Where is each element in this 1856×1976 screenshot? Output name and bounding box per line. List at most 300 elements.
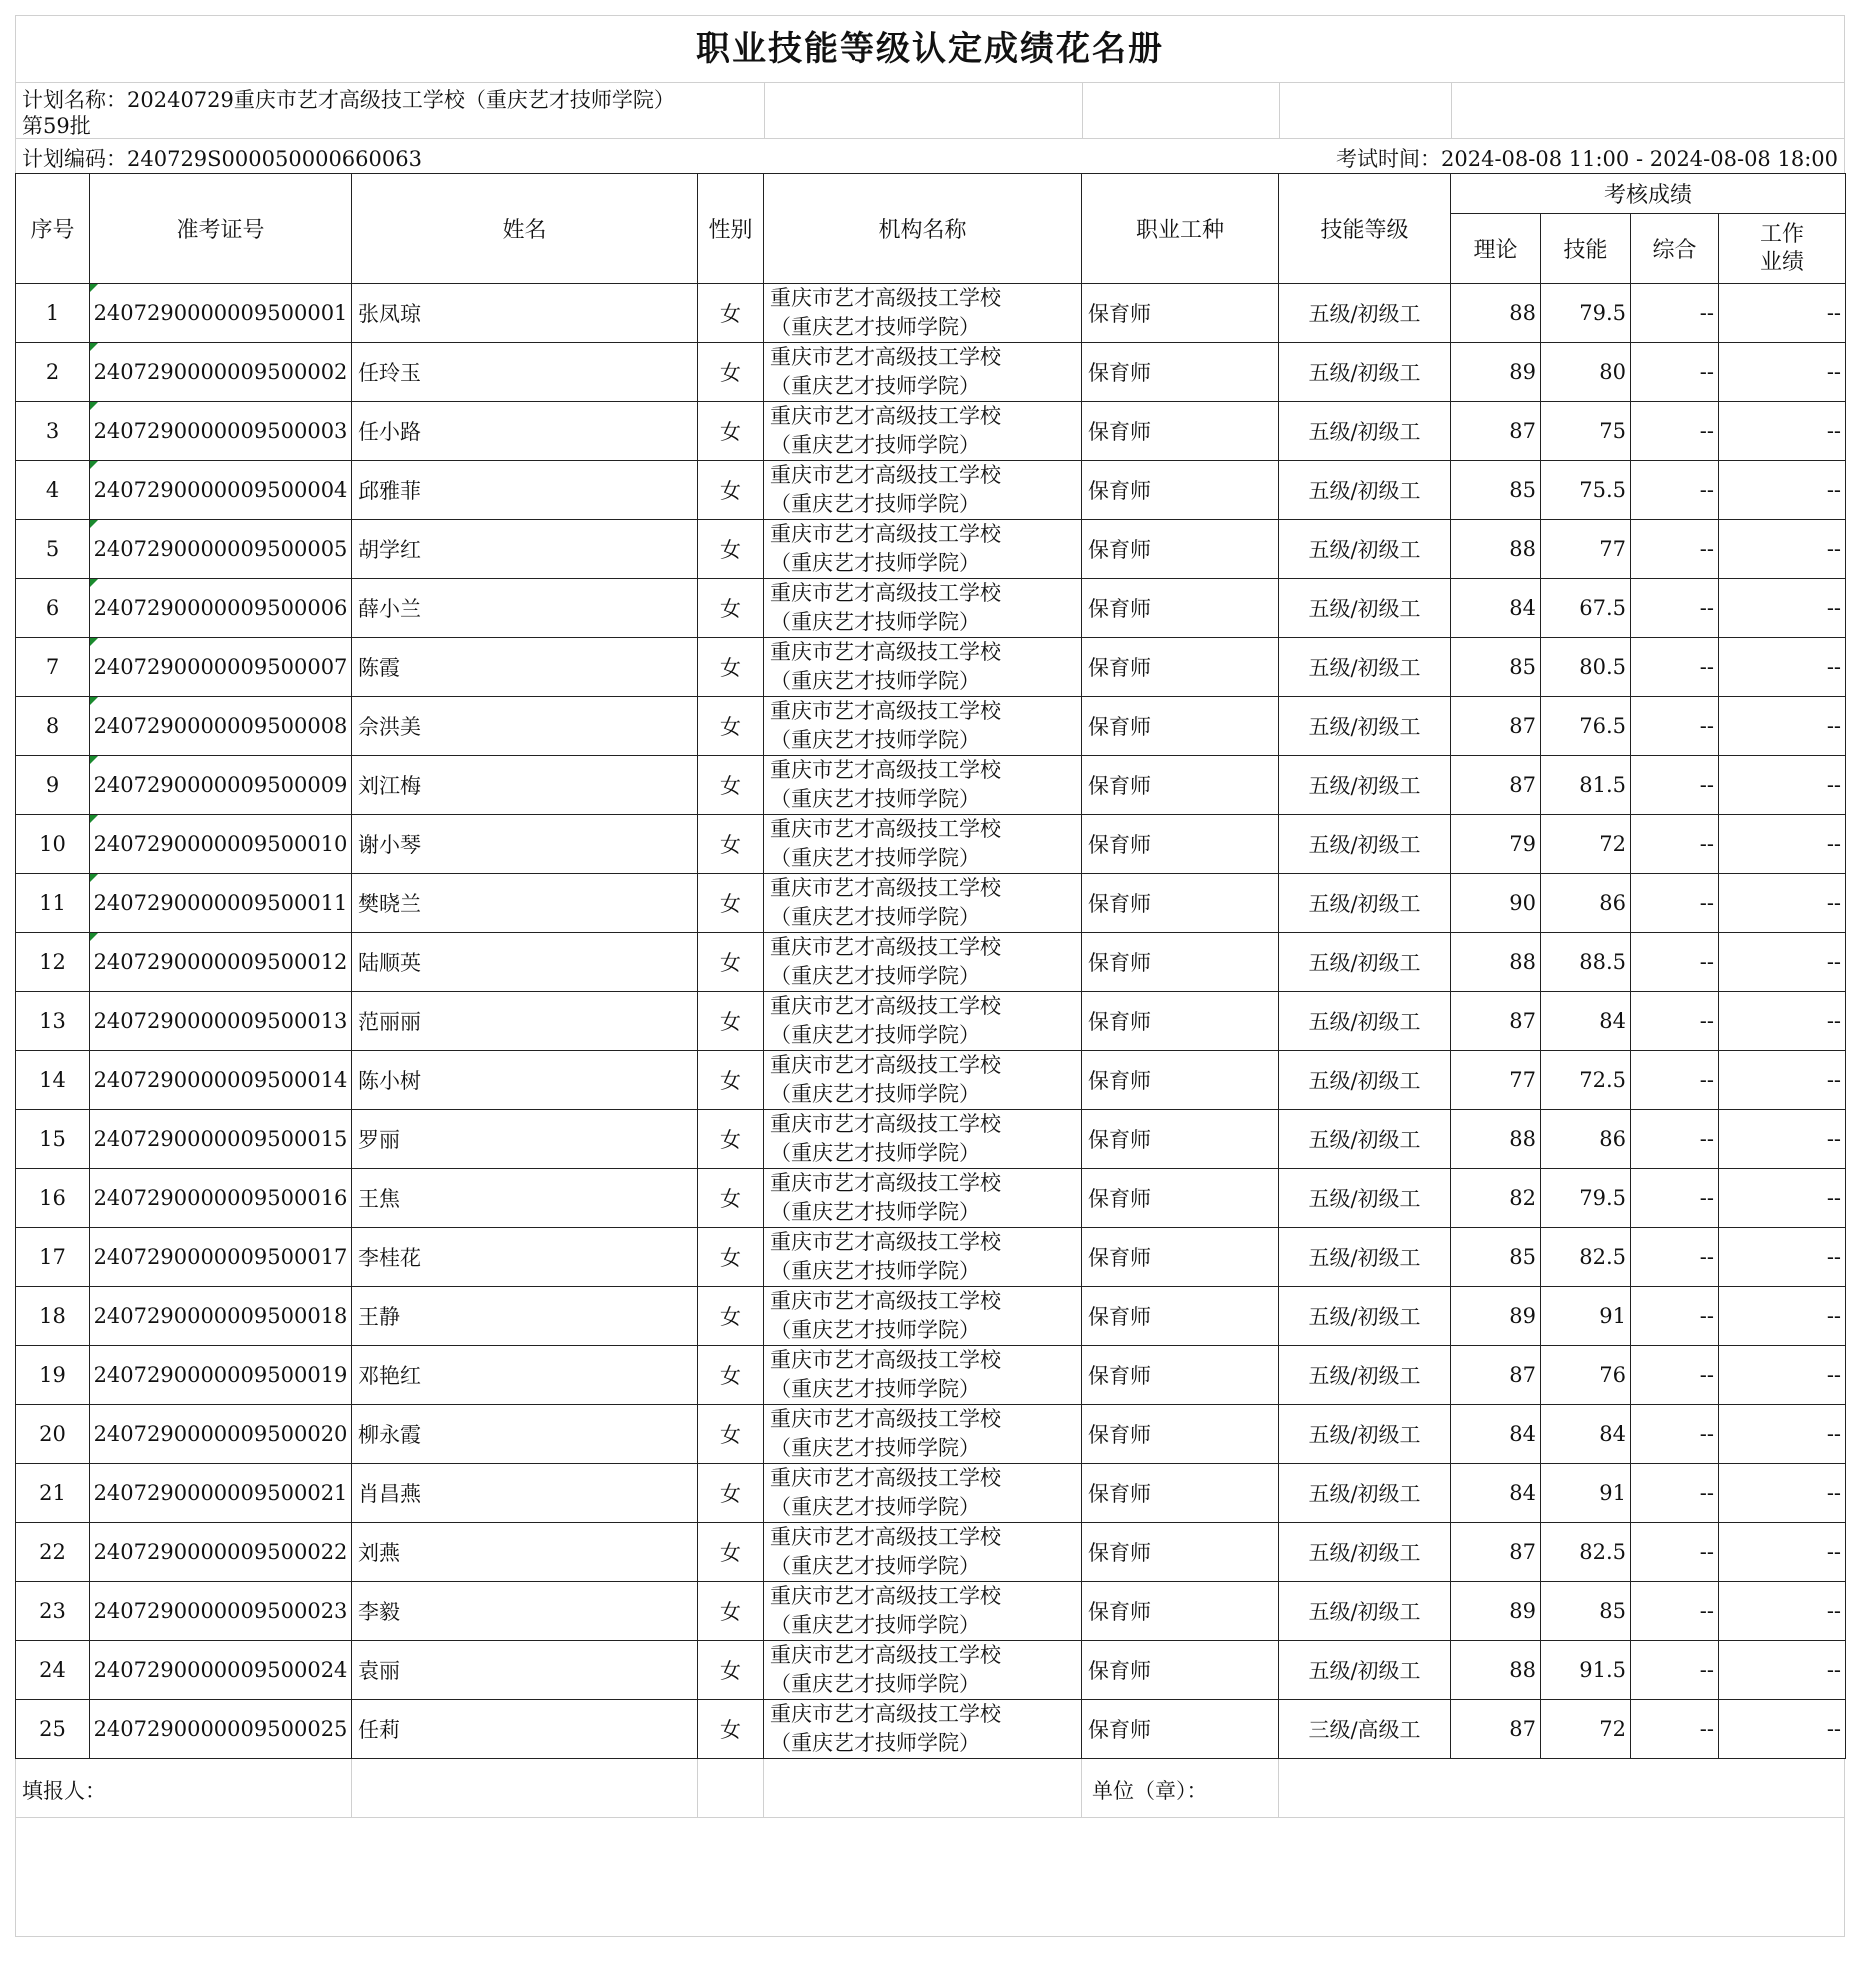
cell-sex: 女 [698, 756, 764, 815]
cell-level: 五级/初级工 [1279, 1287, 1451, 1346]
ticket-number: 2407290000009500020 [93, 1422, 348, 1446]
cell-sex: 女 [698, 1464, 764, 1523]
cell-org [764, 815, 1082, 874]
cell-theory: 84 [1451, 579, 1541, 638]
cell-seq: 23 [16, 1582, 90, 1641]
info-cell [1082, 83, 1280, 138]
cell-sex: 女 [698, 1405, 764, 1464]
ticket-number: 2407290000009500009 [93, 773, 348, 797]
cell-skill: 77 [1541, 520, 1631, 579]
cell-name: 刘江梅 [352, 756, 698, 815]
cell-level: 五级/初级工 [1279, 402, 1451, 461]
ticket-number: 2407290000009500007 [93, 655, 348, 679]
org-line1: 重庆市艺才高级技工学校 [770, 286, 1001, 310]
cell-skill: 82.5 [1541, 1228, 1631, 1287]
header-skill: 技能 [1541, 214, 1631, 284]
cell-seq: 5 [16, 520, 90, 579]
cell-job: 保育师 [1082, 933, 1279, 992]
table-row [16, 1169, 1846, 1228]
cell-ticket [90, 1287, 352, 1346]
cell-theory: 88 [1451, 1110, 1541, 1169]
cell-theory: 89 [1451, 1582, 1541, 1641]
cell-ticket [90, 1641, 352, 1700]
cell-theory: 88 [1451, 520, 1541, 579]
cell-comprehensive: -- [1631, 815, 1719, 874]
cell-skill: 76 [1541, 1346, 1631, 1405]
cell-level: 五级/初级工 [1279, 933, 1451, 992]
cell-level: 五级/初级工 [1279, 343, 1451, 402]
cell-job: 保育师 [1082, 815, 1279, 874]
table-row [16, 697, 1846, 756]
cell-comprehensive: -- [1631, 756, 1719, 815]
table-row [16, 1405, 1846, 1464]
cell-name: 张凤琼 [352, 284, 698, 343]
cell-job: 保育师 [1082, 520, 1279, 579]
cell-work: -- [1719, 579, 1846, 638]
cell-skill: 88.5 [1541, 933, 1631, 992]
cell-level: 五级/初级工 [1279, 461, 1451, 520]
cell-skill: 81.5 [1541, 756, 1631, 815]
cell-org [764, 1228, 1082, 1287]
cell-name: 邱雅菲 [352, 461, 698, 520]
org-line2: （重庆艺才技师学院） [770, 1259, 980, 1283]
cell-theory: 82 [1451, 1169, 1541, 1228]
cell-job: 保育师 [1082, 1464, 1279, 1523]
cell-skill: 79.5 [1541, 1169, 1631, 1228]
cell-seq: 14 [16, 1051, 90, 1110]
cell-level: 五级/初级工 [1279, 874, 1451, 933]
cell-skill: 75 [1541, 402, 1631, 461]
cell-comprehensive: -- [1631, 1405, 1719, 1464]
cell-comprehensive: -- [1631, 1110, 1719, 1169]
cell-name: 胡学红 [352, 520, 698, 579]
cell-ticket [90, 402, 352, 461]
cell-work: -- [1719, 1169, 1846, 1228]
cell-name: 陈霞 [352, 638, 698, 697]
cell-level: 五级/初级工 [1279, 1110, 1451, 1169]
cell-seq: 20 [16, 1405, 90, 1464]
table-row [16, 1641, 1846, 1700]
cell-work: -- [1719, 1346, 1846, 1405]
cell-org [764, 1051, 1082, 1110]
cell-level: 五级/初级工 [1279, 815, 1451, 874]
cell-work: -- [1719, 1228, 1846, 1287]
cell-level: 五级/初级工 [1279, 1405, 1451, 1464]
comment-flag-icon [90, 461, 98, 469]
filler-label: 填报人： [22, 1779, 106, 1803]
cell-name: 薛小兰 [352, 579, 698, 638]
cell-sex: 女 [698, 520, 764, 579]
org-line1: 重庆市艺才高级技工学校 [770, 758, 1001, 782]
cell-sex: 女 [698, 1523, 764, 1582]
cell-theory: 87 [1451, 697, 1541, 756]
cell-level: 五级/初级工 [1279, 697, 1451, 756]
cell-sex: 女 [698, 1582, 764, 1641]
cell-job: 保育师 [1082, 1523, 1279, 1582]
org-line1: 重庆市艺才高级技工学校 [770, 699, 1001, 723]
cell-level: 三级/高级工 [1279, 1700, 1451, 1759]
cell-theory: 90 [1451, 874, 1541, 933]
cell-org [764, 520, 1082, 579]
cell-skill: 84 [1541, 992, 1631, 1051]
org-line2: （重庆艺才技师学院） [770, 492, 980, 516]
table-row [16, 638, 1846, 697]
cell-ticket [90, 1523, 352, 1582]
ticket-number: 2407290000009500011 [93, 891, 348, 915]
org-line1: 重庆市艺才高级技工学校 [770, 994, 1001, 1018]
footer-cell [351, 1759, 698, 1817]
cell-job: 保育师 [1082, 992, 1279, 1051]
cell-skill: 72 [1541, 1700, 1631, 1759]
cell-comprehensive: -- [1631, 402, 1719, 461]
cell-sex: 女 [698, 1287, 764, 1346]
cell-comprehensive: -- [1631, 284, 1719, 343]
cell-job: 保育师 [1082, 697, 1279, 756]
ticket-number: 2407290000009500022 [93, 1540, 348, 1564]
org-line2: （重庆艺才技师学院） [770, 315, 980, 339]
cell-comprehensive: -- [1631, 1464, 1719, 1523]
spreadsheet [15, 15, 1845, 1937]
cell-work: -- [1719, 1287, 1846, 1346]
cell-org [764, 1110, 1082, 1169]
cell-level: 五级/初级工 [1279, 1169, 1451, 1228]
cell-comprehensive: -- [1631, 1523, 1719, 1582]
cell-ticket [90, 343, 352, 402]
org-line2: （重庆艺才技师学院） [770, 1613, 980, 1637]
cell-ticket [90, 1464, 352, 1523]
cell-skill: 91.5 [1541, 1641, 1631, 1700]
ticket-number: 2407290000009500013 [93, 1009, 348, 1033]
cell-ticket [90, 1346, 352, 1405]
cell-skill: 80 [1541, 343, 1631, 402]
cell-seq: 11 [16, 874, 90, 933]
cell-sex: 女 [698, 815, 764, 874]
table-row [16, 1523, 1846, 1582]
cell-theory: 84 [1451, 1405, 1541, 1464]
plan-code: 计划编码：240729S000050000660063 [22, 147, 422, 171]
cell-ticket [90, 284, 352, 343]
org-line1: 重庆市艺才高级技工学校 [770, 876, 1001, 900]
org-line1: 重庆市艺才高级技工学校 [770, 404, 1001, 428]
cell-seq: 3 [16, 402, 90, 461]
table-row [16, 1700, 1846, 1759]
cell-seq: 12 [16, 933, 90, 992]
comment-flag-icon [90, 402, 98, 410]
org-line1: 重庆市艺才高级技工学校 [770, 1407, 1001, 1431]
cell-level: 五级/初级工 [1279, 1051, 1451, 1110]
cell-name: 任玲玉 [352, 343, 698, 402]
ticket-number: 2407290000009500025 [93, 1717, 348, 1741]
cell-org [764, 343, 1082, 402]
footer-cell [697, 1759, 764, 1817]
table-row [16, 1346, 1846, 1405]
cell-sex: 女 [698, 1110, 764, 1169]
cell-org [764, 1169, 1082, 1228]
table-row [16, 756, 1846, 815]
cell-name: 李毅 [352, 1582, 698, 1641]
cell-job: 保育师 [1082, 1110, 1279, 1169]
cell-org [764, 1346, 1082, 1405]
table-row [16, 1051, 1846, 1110]
cell-job: 保育师 [1082, 343, 1279, 402]
cell-ticket [90, 1700, 352, 1759]
cell-skill: 67.5 [1541, 579, 1631, 638]
org-line1: 重庆市艺才高级技工学校 [770, 1289, 1001, 1313]
org-line2: （重庆艺才技师学院） [770, 1672, 980, 1696]
cell-skill: 82.5 [1541, 1523, 1631, 1582]
cell-theory: 88 [1451, 284, 1541, 343]
org-line2: （重庆艺才技师学院） [770, 1731, 980, 1755]
cell-comprehensive: -- [1631, 1287, 1719, 1346]
org-line1: 重庆市艺才高级技工学校 [770, 1584, 1001, 1608]
cell-name: 陈小树 [352, 1051, 698, 1110]
table-row [16, 1287, 1846, 1346]
cell-work: -- [1719, 1464, 1846, 1523]
cell-work: -- [1719, 638, 1846, 697]
score-table [15, 173, 1846, 1759]
cell-sex: 女 [698, 992, 764, 1051]
org-line2: （重庆艺才技师学院） [770, 728, 980, 752]
cell-org [764, 933, 1082, 992]
cell-name: 柳永霞 [352, 1405, 698, 1464]
ticket-number: 2407290000009500014 [93, 1068, 348, 1092]
cell-theory: 85 [1451, 638, 1541, 697]
ticket-number: 2407290000009500002 [93, 360, 348, 384]
header-name: 姓名 [352, 174, 698, 284]
cell-ticket [90, 579, 352, 638]
cell-seq: 16 [16, 1169, 90, 1228]
ticket-number: 2407290000009500018 [93, 1304, 348, 1328]
cell-name: 罗丽 [352, 1110, 698, 1169]
org-line2: （重庆艺才技师学院） [770, 787, 980, 811]
exam-time: 考试时间：2024-08-08 11:00 - 2024-08-08 18:00 [1336, 147, 1838, 171]
cell-comprehensive: -- [1631, 1641, 1719, 1700]
cell-theory: 87 [1451, 1346, 1541, 1405]
cell-work: -- [1719, 1405, 1846, 1464]
cell-comprehensive: -- [1631, 1700, 1719, 1759]
header-theory: 理论 [1451, 214, 1541, 284]
ticket-number: 2407290000009500010 [93, 832, 348, 856]
comment-flag-icon [90, 697, 98, 705]
cell-comprehensive: -- [1631, 1051, 1719, 1110]
table-row [16, 933, 1846, 992]
cell-work: -- [1719, 402, 1846, 461]
org-line2: （重庆艺才技师学院） [770, 433, 980, 457]
header-ticket: 准考证号 [90, 174, 352, 284]
cell-ticket [90, 756, 352, 815]
cell-work: -- [1719, 461, 1846, 520]
cell-org [764, 874, 1082, 933]
cell-seq: 21 [16, 1464, 90, 1523]
org-line2: （重庆艺才技师学院） [770, 669, 980, 693]
header-org: 机构名称 [764, 174, 1082, 284]
cell-sex: 女 [698, 1169, 764, 1228]
cell-comprehensive: -- [1631, 343, 1719, 402]
cell-theory: 79 [1451, 815, 1541, 874]
cell-job: 保育师 [1082, 402, 1279, 461]
cell-seq: 8 [16, 697, 90, 756]
cell-level: 五级/初级工 [1279, 1641, 1451, 1700]
cell-comprehensive: -- [1631, 579, 1719, 638]
cell-org [764, 461, 1082, 520]
info-cell [1279, 83, 1452, 138]
cell-work: -- [1719, 1110, 1846, 1169]
cell-comprehensive: -- [1631, 1346, 1719, 1405]
cell-skill: 86 [1541, 1110, 1631, 1169]
cell-job: 保育师 [1082, 1287, 1279, 1346]
cell-comprehensive: -- [1631, 933, 1719, 992]
header-work-line2: 业绩 [1760, 249, 1805, 275]
org-line1: 重庆市艺才高级技工学校 [770, 1525, 1001, 1549]
cell-ticket [90, 1228, 352, 1287]
cell-level: 五级/初级工 [1279, 1464, 1451, 1523]
ticket-number: 2407290000009500004 [93, 478, 348, 502]
cell-comprehensive: -- [1631, 1582, 1719, 1641]
cell-theory: 89 [1451, 343, 1541, 402]
info-cell [16, 83, 765, 138]
cell-org [764, 992, 1082, 1051]
cell-work: -- [1719, 1641, 1846, 1700]
cell-sex: 女 [698, 933, 764, 992]
cell-ticket [90, 461, 352, 520]
ticket-number: 2407290000009500021 [93, 1481, 348, 1505]
cell-ticket [90, 992, 352, 1051]
cell-name: 任小路 [352, 402, 698, 461]
cell-seq: 17 [16, 1228, 90, 1287]
cell-seq: 4 [16, 461, 90, 520]
cell-org [764, 697, 1082, 756]
ticket-number: 2407290000009500001 [93, 301, 348, 325]
cell-skill: 84 [1541, 1405, 1631, 1464]
cell-sex: 女 [698, 402, 764, 461]
cell-work: -- [1719, 284, 1846, 343]
cell-job: 保育师 [1082, 638, 1279, 697]
comment-flag-icon [90, 343, 98, 351]
cell-ticket [90, 1582, 352, 1641]
cell-theory: 84 [1451, 1464, 1541, 1523]
cell-comprehensive: -- [1631, 874, 1719, 933]
org-line1: 重庆市艺才高级技工学校 [770, 1348, 1001, 1372]
ticket-number: 2407290000009500024 [93, 1658, 348, 1682]
cell-theory: 87 [1451, 756, 1541, 815]
cell-seq: 19 [16, 1346, 90, 1405]
table-row [16, 992, 1846, 1051]
cell-name: 陆顺英 [352, 933, 698, 992]
org-line1: 重庆市艺才高级技工学校 [770, 1171, 1001, 1195]
cell-name: 任莉 [352, 1700, 698, 1759]
org-line2: （重庆艺才技师学院） [770, 846, 980, 870]
cell-comprehensive: -- [1631, 697, 1719, 756]
comment-flag-icon [90, 756, 98, 764]
header-seq: 序号 [16, 174, 90, 284]
cell-job: 保育师 [1082, 1051, 1279, 1110]
unit-label: 单位（章）： [1092, 1779, 1208, 1803]
cell-org [764, 756, 1082, 815]
cell-org [764, 1641, 1082, 1700]
org-line1: 重庆市艺才高级技工学校 [770, 1702, 1001, 1726]
plan-name-row [15, 82, 1845, 138]
cell-name: 刘燕 [352, 1523, 698, 1582]
cell-comprehensive: -- [1631, 1169, 1719, 1228]
org-line2: （重庆艺才技师学院） [770, 1318, 980, 1342]
cell-name: 王静 [352, 1287, 698, 1346]
cell-ticket [90, 1051, 352, 1110]
cell-name: 佘洪美 [352, 697, 698, 756]
cell-job: 保育师 [1082, 756, 1279, 815]
cell-skill: 76.5 [1541, 697, 1631, 756]
cell-job: 保育师 [1082, 1700, 1279, 1759]
org-line2: （重庆艺才技师学院） [770, 1554, 980, 1578]
cell-org [764, 1523, 1082, 1582]
cell-name: 范丽丽 [352, 992, 698, 1051]
cell-job: 保育师 [1082, 1641, 1279, 1700]
cell-name: 李桂花 [352, 1228, 698, 1287]
cell-level: 五级/初级工 [1279, 579, 1451, 638]
comment-flag-icon [90, 874, 98, 882]
cell-sex: 女 [698, 1700, 764, 1759]
comment-flag-icon [90, 284, 98, 292]
cell-theory: 87 [1451, 992, 1541, 1051]
cell-skill: 91 [1541, 1287, 1631, 1346]
cell-sex: 女 [698, 343, 764, 402]
cell-job: 保育师 [1082, 1169, 1279, 1228]
cell-sex: 女 [698, 638, 764, 697]
cell-level: 五级/初级工 [1279, 284, 1451, 343]
cell-skill: 79.5 [1541, 284, 1631, 343]
ticket-number: 2407290000009500008 [93, 714, 348, 738]
cell-work: -- [1719, 697, 1846, 756]
cell-ticket [90, 874, 352, 933]
cell-ticket [90, 638, 352, 697]
ticket-number: 2407290000009500017 [93, 1245, 348, 1269]
cell-theory: 89 [1451, 1287, 1541, 1346]
cell-comprehensive: -- [1631, 461, 1719, 520]
cell-seq: 22 [16, 1523, 90, 1582]
table-row [16, 1464, 1846, 1523]
org-line2: （重庆艺才技师学院） [770, 1082, 980, 1106]
org-line2: （重庆艺才技师学院） [770, 374, 980, 398]
org-line2: （重庆艺才技师学院） [770, 610, 980, 634]
table-body [16, 284, 1846, 1759]
org-line1: 重庆市艺才高级技工学校 [770, 1466, 1001, 1490]
table-row [16, 579, 1846, 638]
cell-job: 保育师 [1082, 579, 1279, 638]
cell-skill: 80.5 [1541, 638, 1631, 697]
cell-ticket [90, 1169, 352, 1228]
org-line2: （重庆艺才技师学院） [770, 964, 980, 988]
cell-ticket [90, 1110, 352, 1169]
org-line1: 重庆市艺才高级技工学校 [770, 640, 1001, 664]
ticket-number: 2407290000009500005 [93, 537, 348, 561]
ticket-number: 2407290000009500003 [93, 419, 348, 443]
header-work-line1: 工作 [1760, 221, 1805, 247]
cell-org [764, 1287, 1082, 1346]
cell-work: -- [1719, 933, 1846, 992]
cell-seq: 2 [16, 343, 90, 402]
cell-sex: 女 [698, 697, 764, 756]
cell-job: 保育师 [1082, 284, 1279, 343]
cell-theory: 88 [1451, 933, 1541, 992]
cell-ticket [90, 815, 352, 874]
cell-job: 保育师 [1082, 1228, 1279, 1287]
ticket-number: 2407290000009500012 [93, 950, 348, 974]
cell-sex: 女 [698, 461, 764, 520]
org-line2: （重庆艺才技师学院） [770, 1436, 980, 1460]
cell-work: -- [1719, 992, 1846, 1051]
cell-work: -- [1719, 1523, 1846, 1582]
cell-theory: 87 [1451, 1700, 1541, 1759]
org-line2: （重庆艺才技师学院） [770, 551, 980, 575]
